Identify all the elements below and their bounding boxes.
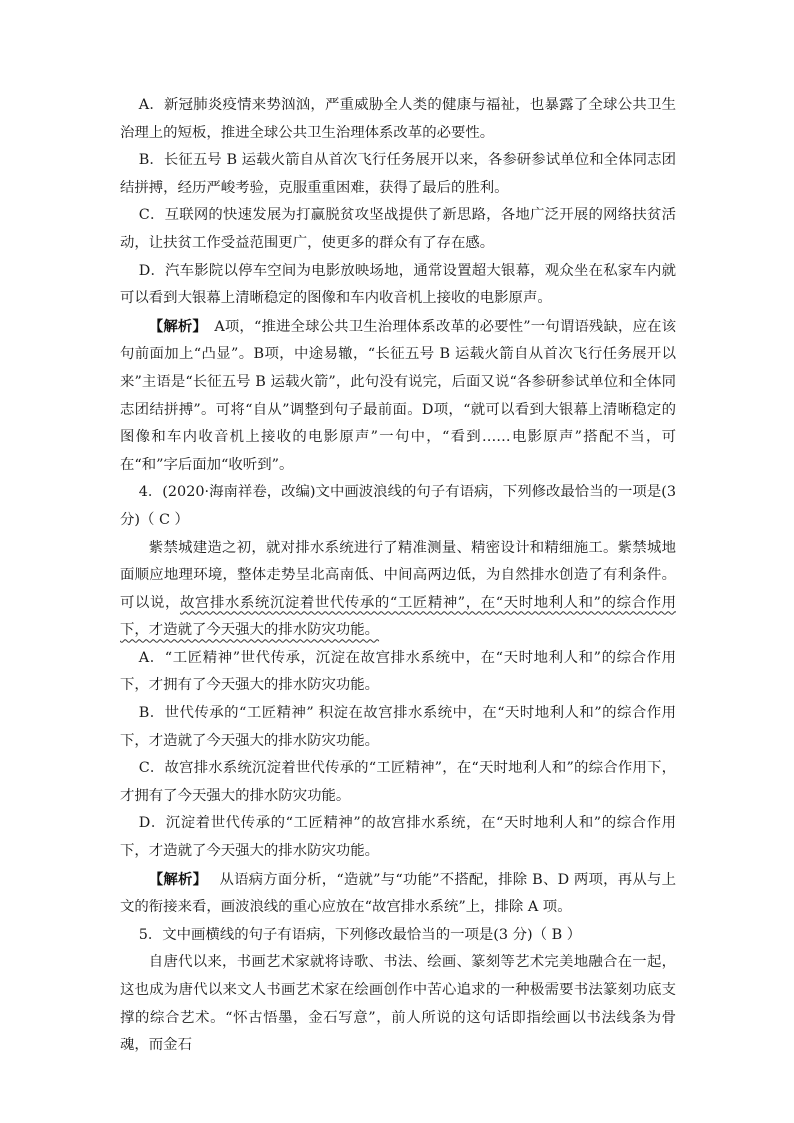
- analysis-text: A项，“推进全球公共卫生治理体系改革的必要性”一句谓语残缺，应在该句前面加上“凸显”。B项，中途易辙，“长征五号 B 运载火箭自从首次飞行任务展开以来”主语是“长征五号 B 运载火箭”，此句没有说完，后面又说“各参研参试单位和全体同志团结拼搏”。可将“自从”调整到句子最前面。D项，“就可以看到大银幕上清晰稳定的图像和车内收音机上接收的电影原声”一句中，“看到……电影原声”搭配不当，可在“和”字后面加“收听到”。: [120, 318, 677, 473]
- q4-analysis: [120, 866, 676, 922]
- q4-stem: 4．(2020·海南祥卷，改编)文中画波浪线的句子有语病，下列修改最恰当的一项是(3 分)（ C ）: [120, 484, 676, 528]
- wavy-underlined-sentence: 故宫排水系统沉淀着世代传承的“工匠精神”，在“天时地利人和”的综合作用下，才造就了今天强大的排水防灾功能。: [120, 594, 676, 639]
- q3-analysis: [120, 313, 676, 480]
- passage-text: 紫禁城建造之初，就对排水系统进行了精准测量、精密设计和精细施工。紫禁城地面顺应地理环境，整体走势呈北高南低、中间高两边低，为自然排水创造了有利条件。可以说，: [120, 539, 676, 611]
- document-page: [120, 92, 676, 1060]
- q5-passage: 自唐代以来，书画艺术家就将诗歌、书法、绘画、篆刻等艺术完美地融合在一起，这也成为唐代以来文人书画艺术家在绘画创作中苦心追求的一种极需要书法篆刻功底支撑的综合艺术。“怀古悟墨，金石写意”，前人所说的这句话即指绘画以书法线条为骨魂，而金石: [120, 954, 676, 1054]
- q3-option-a: A．新冠肺炎疫情来势汹汹，严重威胁全人类的健康与福祉，也暴露了全球公共卫生治理上的短板，推进全球公共卫生治理体系改革的必要性。: [120, 97, 676, 141]
- q3-option-b: B．长征五号 B 运载火箭自从首次飞行任务展开以来，各参研参试单位和全体同志团结拼搏，经历严峻考验，克服重重困难，获得了最后的胜利。: [120, 152, 676, 196]
- q4-option-a: A．“工匠精神”世代传承，沉淀在故宫排水系统中，在“天时地利人和”的综合作用下，才拥有了今天强大的排水防灾功能。: [120, 649, 676, 694]
- analysis-tag: 【解析】: [148, 317, 200, 335]
- q4-option-c: C．故宫排水系统沉淀着世代传承的“工匠精神”，在“天时地利人和”的综合作用下，才拥有了今天强大的排水防灾功能。: [120, 760, 676, 804]
- analysis-text: 从语病方面分析，“造就”与“功能”不搭配，排除 B、D 两项，再从与上文的衔接来看，画波浪线的重心应放在“故宫排水系统”上，排除 A 项。: [120, 871, 676, 916]
- q3-option-d: D．汽车影院以停车空间为电影放映场地，通常设置超大银幕，观众坐在私家车内就可以看到大银幕上清晰稳定的图像和车内收音机上接收的电影原声。: [120, 262, 676, 307]
- q5-stem: 5．文中画横线的句子有语病，下列修改最恰当的一项是(3 分)（ B ）: [138, 926, 582, 943]
- q4-option-d: D．沉淀着世代传承的“工匠精神”的故宫排水系统，在“天时地利人和”的综合作用下，才造就了今天强大的排水防灾功能。: [120, 815, 676, 860]
- q4-option-b: B．世代传承的“工匠精神” 积淀在故宫排水系统中，在“天时地利人和”的综合作用下，才造就了今天强大的排水防灾功能。: [120, 705, 676, 749]
- q4-passage: [120, 535, 676, 645]
- q3-option-c: C．互联网的快速发展为打赢脱贫攻坚战提供了新思路，各地广泛开展的网络扶贫活动，让扶贫工作受益范围更广，使更多的群众有了存在感。: [120, 207, 676, 251]
- analysis-tag: 【解析】: [148, 870, 201, 888]
